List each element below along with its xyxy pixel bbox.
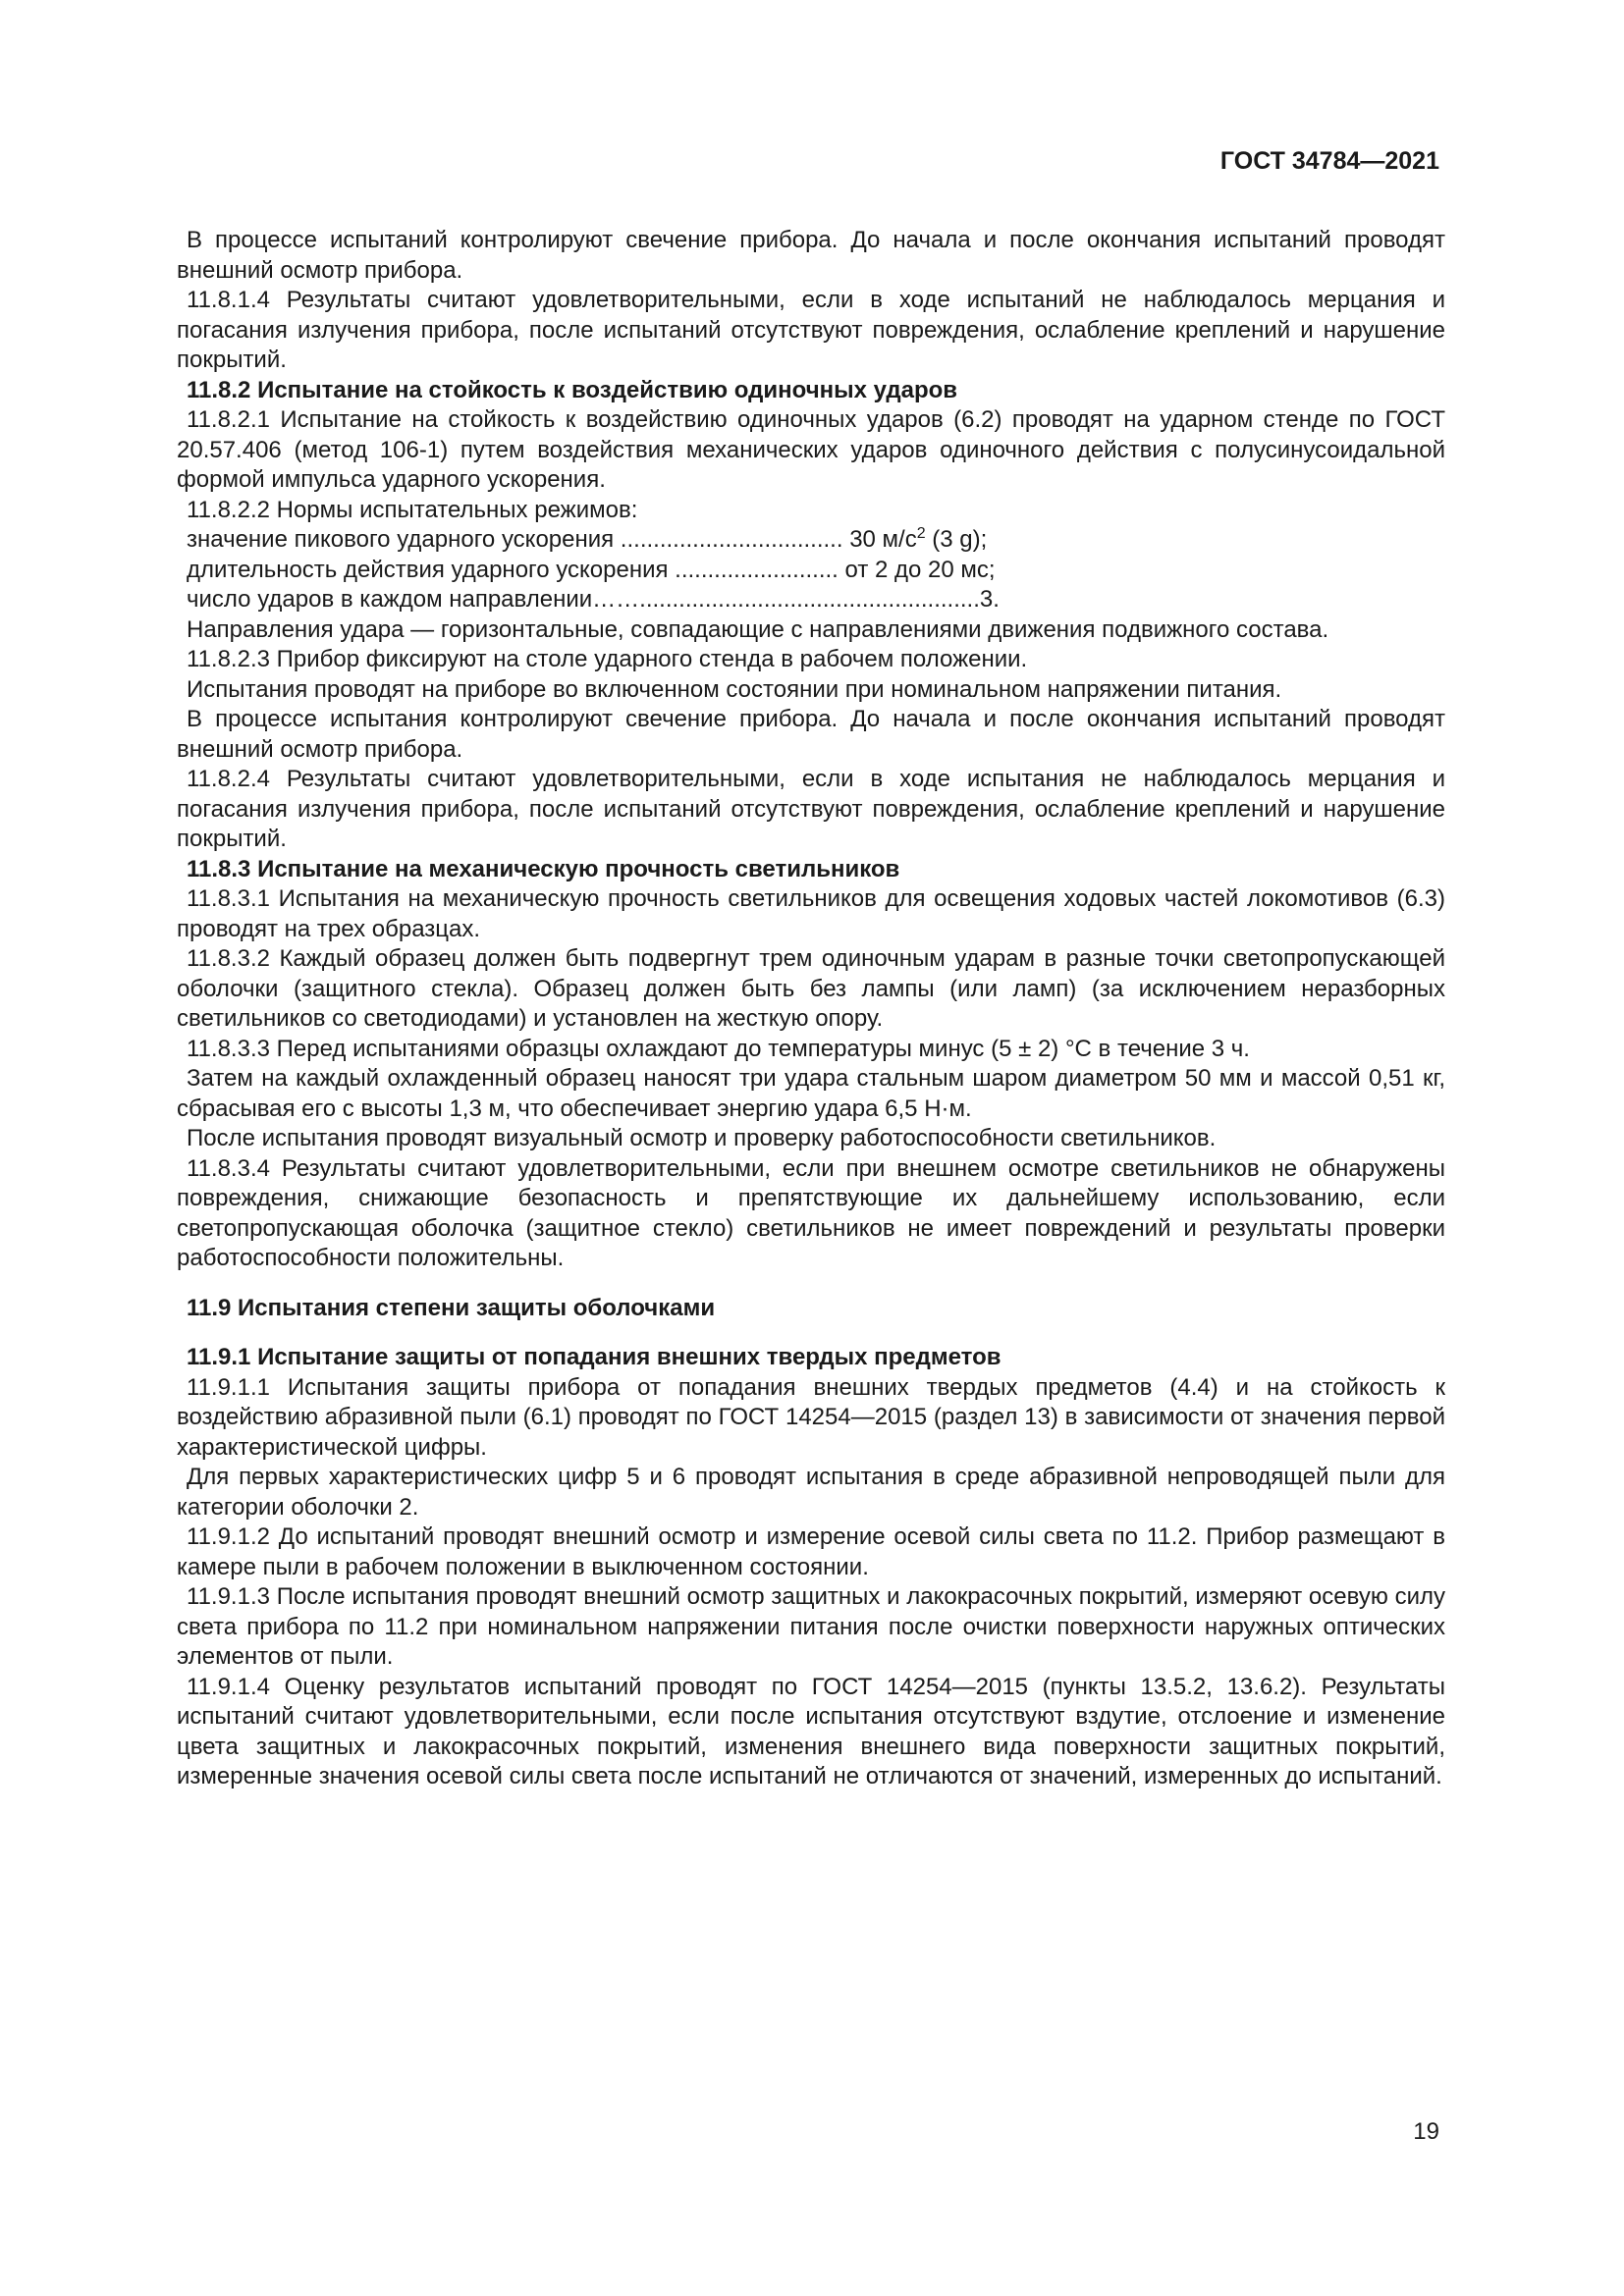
- section-heading-11-8-2: 11.8.2 Испытание на стойкость к воздействию одиночных ударов: [187, 376, 958, 403]
- page-number: 19: [1413, 2118, 1439, 2145]
- test-mode-line: число ударов в каждом направлении……....................................................3.: [187, 586, 1000, 613]
- test-mode-line: [177, 525, 1445, 556]
- test-mode-text: значение пикового ударного ускорения .................................. 30 м/с: [187, 526, 917, 553]
- paragraph: Затем на каждый охлажденный образец наносят три удара стальным шаром диаметром 50 мм и массой 0,51 кг, сбрасывая его с высоты 1,3 м, что обеспечивает энергию удара 6,5 Н·м.: [177, 1065, 1445, 1122]
- paragraph: Испытания проводят на приборе во включенном состоянии при номинальном напряжении питания.: [187, 675, 1282, 703]
- paragraph: 11.8.3.3 Перед испытаниями образцы охлаждают до температуры минус (5 ± 2) °С в течение 3 ч.: [187, 1035, 1250, 1062]
- paragraph: В процессе испытаний контролируют свечение прибора. До начала и после окончания испытаний проводят внешний осмотр прибора.: [177, 227, 1445, 284]
- paragraph: Направления удара — горизонтальные, совпадающие с направлениями движения подвижного состава.: [187, 615, 1329, 643]
- paragraph: После испытания проводят визуальный осмотр и проверку работоспособности светильников.: [187, 1125, 1217, 1151]
- section-heading-11-9-1: 11.9.1 Испытание защиты от попадания внешних твердых предметов: [187, 1344, 1001, 1370]
- paragraph: 11.8.1.4 Результаты считают удовлетворительными, если в ходе испытаний не наблюдалось мерцания и погасания излучения прибора, после испытаний отсутствуют повреждения, ослабление креплений и нарушение покрытий.: [177, 287, 1445, 373]
- paragraph: В процессе испытания контролируют свечение прибора. До начала и после окончания испытаний проводят внешний осмотр прибора.: [177, 706, 1445, 763]
- paragraph: 11.9.1.4 Оценку результатов испытаний проводят по ГОСТ 14254—2015 (пункты 13.5.2, 13.6.2). Результаты испытаний считают удовлетворительными, если после испытания отсутствуют вздутие, отслоение и изменение цвета защитных и лакокрасочных покрытий, изменения внешнего вида поверхности защитных покрытий, измеренные значения осевой силы света после испытаний не отличаются от значений, измеренных до испытаний.: [177, 1673, 1445, 1789]
- paragraph: 11.8.2.1 Испытание на стойкость к воздействию одиночных ударов (6.2) проводят на ударном стенде по ГОСТ 20.57.406 (метод 106-1) путем воздействия механических ударов одиночного действия с полусинусоидальной формой импульса ударного ускорения.: [177, 406, 1445, 493]
- paragraph: 11.8.2.2 Нормы испытательных режимов:: [187, 496, 638, 523]
- paragraph: 11.9.1.2 До испытаний проводят внешний осмотр и измерение осевой силы света по 11.2. Прибор размещают в камере пыли в рабочем положении в выключенном состоянии.: [177, 1523, 1445, 1580]
- document-body: [177, 226, 1445, 1792]
- section-heading-11-9: 11.9 Испытания степени защиты оболочками: [187, 1294, 716, 1321]
- paragraph: 11.8.3.4 Результаты считают удовлетворительными, если при внешнем осмотре светильников не обнаружены повреждения, снижающие безопасность и препятствующие их дальнейшему использованию, если светопропускающая оболочка (защитное стекло) светильников не имеет повреждений и результаты проверки работоспособности положительны.: [177, 1154, 1445, 1271]
- superscript: 2: [916, 525, 926, 542]
- paragraph: 11.8.2.3 Прибор фиксируют на столе ударного стенда в рабочем положении.: [187, 646, 1028, 672]
- paragraph: 11.8.3.2 Каждый образец должен быть подвергнут трем одиночным ударам в разные точки светопропускающей оболочки (защитного стекла). Образец должен быть без лампы (или ламп) (за исключением неразборных светильников со светодиодами) и установлен на жесткую опору.: [177, 945, 1445, 1032]
- paragraph: 11.9.1.1 Испытания защиты прибора от попадания внешних твердых предметов (4.4) и на стойкость к воздействию абразивной пыли (6.1) проводят по ГОСТ 14254—2015 (раздел 13) в зависимости от значения первой характеристической цифры.: [177, 1373, 1445, 1461]
- test-mode-line: длительность действия ударного ускорения ......................... от 2 до 20 мс;: [187, 556, 996, 583]
- document-header: ГОСТ 34784—2021: [1219, 147, 1439, 175]
- paragraph: 11.9.1.3 После испытания проводят внешний осмотр защитных и лакокрасочных покрытий, измеряют осевую силу света прибора по 11.2 при номинальном напряжении питания после очистки поверхности наружных оптических элементов от пыли.: [177, 1583, 1445, 1670]
- section-heading-11-8-3: 11.8.3 Испытание на механическую прочность светильников: [187, 855, 900, 882]
- paragraph: 11.8.3.1 Испытания на механическую прочность светильников для освещения ходовых частей локомотивов (6.3) проводят на трех образцах.: [177, 885, 1445, 942]
- paragraph: 11.8.2.4 Результаты считают удовлетворительными, если в ходе испытания не наблюдалось мерцания и погасания излучения прибора, после испытаний отсутствуют повреждения, ослабление креплений и нарушение покрытий.: [177, 766, 1445, 852]
- test-mode-suffix: (3 g);: [925, 526, 988, 553]
- paragraph: Для первых характеристических цифр 5 и 6 проводят испытания в среде абразивной непроводящей пыли для категории оболочки 2.: [177, 1464, 1445, 1521]
